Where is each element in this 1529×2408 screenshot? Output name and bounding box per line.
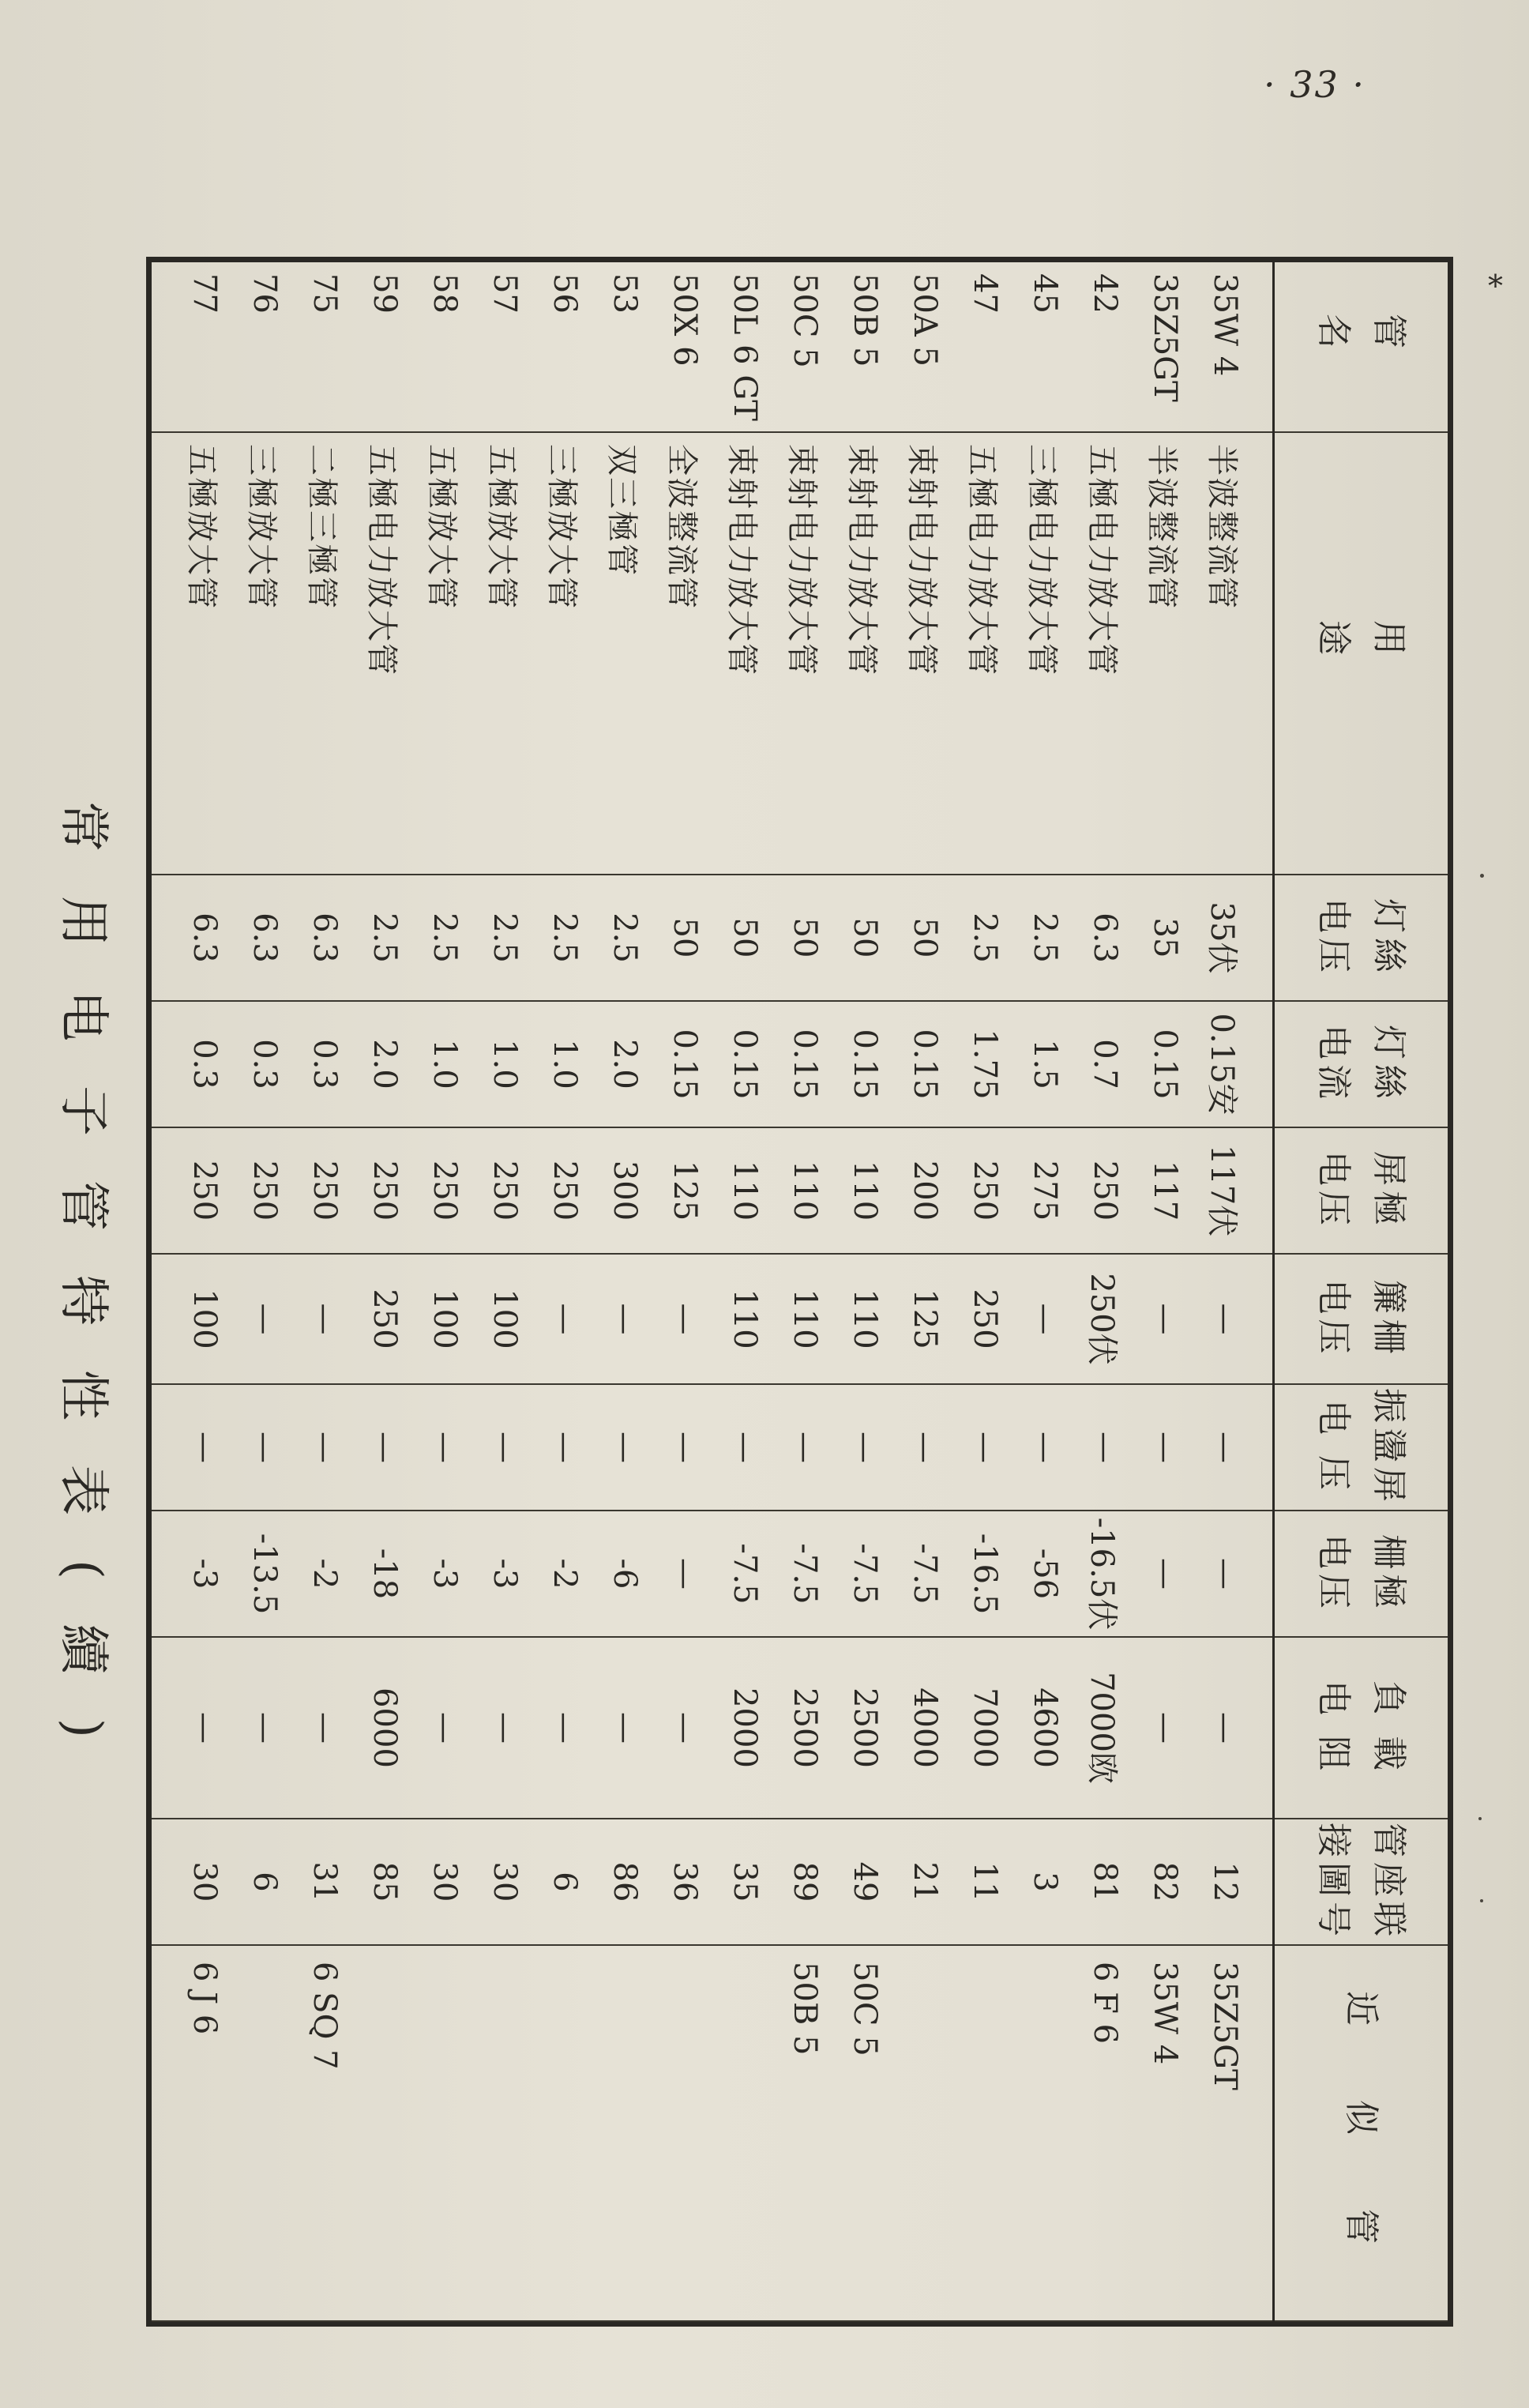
base-diagram-cell: 36: [655, 1819, 715, 1945]
table-row: [1135, 262, 1195, 2321]
osc-plate-voltage-cell: —: [415, 1384, 475, 1511]
similar-tube-cell: [595, 1945, 655, 2321]
similar-tube-cell: 50C 5: [835, 1945, 895, 2321]
similar-tube-cell: 35Z5GT: [1195, 1945, 1274, 2321]
plate-voltage-cell: 275: [1015, 1127, 1075, 1254]
ink-speck: [1478, 1817, 1482, 1820]
screen-voltage-cell: —: [1195, 1254, 1274, 1384]
filament-voltage-cell: 6.3: [1075, 875, 1135, 1001]
load-resistance-cell: —: [1195, 1637, 1274, 1819]
tube-spec-table: [152, 262, 1448, 2322]
load-resistance-cell: —: [1135, 1637, 1195, 1819]
table-row: [175, 262, 235, 2321]
filler-cell: [152, 1945, 175, 2321]
filament-current-cell: 1.0: [535, 1001, 595, 1127]
screen-voltage-cell: 250伏: [1075, 1254, 1135, 1384]
table-row: [295, 262, 355, 2321]
grid-voltage-cell: -7.5: [895, 1511, 955, 1637]
similar-tube-cell: [475, 1945, 535, 2321]
tube-name-cell: 42: [1075, 262, 1135, 432]
filament-voltage-cell: 2.5: [355, 875, 415, 1001]
filament-current-cell: 0.15安: [1195, 1001, 1274, 1127]
osc-plate-voltage-cell: —: [475, 1384, 535, 1511]
load-resistance-cell: —: [535, 1637, 595, 1819]
load-resistance-cell: 7000欧: [1075, 1637, 1135, 1819]
load-resistance-cell: 2500: [775, 1637, 835, 1819]
plate-voltage-cell: 110: [835, 1127, 895, 1254]
use-cell: 五極电力放大管: [1075, 432, 1135, 875]
plate-voltage-cell: 300: [595, 1127, 655, 1254]
base-diagram-cell: 49: [835, 1819, 895, 1945]
filler-cell: [152, 262, 175, 432]
filament-current-cell: 1.0: [415, 1001, 475, 1127]
filler-cell: [152, 1254, 175, 1384]
filament-current-cell: 0.15: [715, 1001, 775, 1127]
screen-voltage-cell: —: [535, 1254, 595, 1384]
plate-voltage-cell: 117伏: [1195, 1127, 1274, 1254]
grid-voltage-cell: -16.5伏: [1075, 1511, 1135, 1637]
tube-name-cell: 35Z5GT: [1135, 262, 1195, 432]
tube-name-cell: 75: [295, 262, 355, 432]
similar-tube-cell: [655, 1945, 715, 2321]
base-diagram-cell: 11: [955, 1819, 1015, 1945]
tube-name-cell: 59: [355, 262, 415, 432]
similar-tube-cell: 6 J 6: [175, 1945, 235, 2321]
load-resistance-cell: —: [595, 1637, 655, 1819]
load-resistance-cell: 6000: [355, 1637, 415, 1819]
load-resistance-cell: —: [235, 1637, 295, 1819]
grid-voltage-cell: -18: [355, 1511, 415, 1637]
plate-voltage-cell: 110: [775, 1127, 835, 1254]
table-row: [655, 262, 715, 2321]
base-diagram-cell: 6: [535, 1819, 595, 1945]
load-resistance-cell: 4600: [1015, 1637, 1075, 1819]
use-cell: 半波整流管: [1135, 432, 1195, 875]
tube-name-cell: 57: [475, 262, 535, 432]
tube-name-cell: 47: [955, 262, 1015, 432]
load-resistance-cell: 4000: [895, 1637, 955, 1819]
filament-current-cell: 0.7: [1075, 1001, 1135, 1127]
use-cell: 束射电力放大管: [775, 432, 835, 875]
use-cell: 五極放大管: [475, 432, 535, 875]
filament-current-cell: 0.3: [295, 1001, 355, 1127]
grid-voltage-cell: -7.5: [835, 1511, 895, 1637]
tube-name-cell: 76: [235, 262, 295, 432]
filament-current-cell: 0.3: [175, 1001, 235, 1127]
plate-voltage-cell: 250: [1075, 1127, 1135, 1254]
plate-voltage-cell: 250: [415, 1127, 475, 1254]
table-row: [1195, 262, 1274, 2321]
filament-current-cell: 0.15: [655, 1001, 715, 1127]
grid-voltage-cell: -13.5: [235, 1511, 295, 1637]
osc-plate-voltage-cell: —: [1015, 1384, 1075, 1511]
filler-cell: [152, 1001, 175, 1127]
page-number: · 33 ·: [1264, 63, 1366, 106]
screen-voltage-cell: 110: [715, 1254, 775, 1384]
load-resistance-cell: 2500: [835, 1637, 895, 1819]
use-cell: 束射电力放大管: [715, 432, 775, 875]
screen-voltage-cell: 110: [835, 1254, 895, 1384]
grid-voltage-cell: -7.5: [775, 1511, 835, 1637]
base-diagram-cell: 12: [1195, 1819, 1274, 1945]
header-grid-voltage: 柵極 电压: [1273, 1511, 1448, 1637]
filament-current-cell: 0.15: [895, 1001, 955, 1127]
filament-voltage-cell: 35伏: [1195, 875, 1274, 1001]
screen-voltage-cell: —: [595, 1254, 655, 1384]
header-row: [1273, 262, 1448, 2321]
header-filament-voltage: 灯絲 电压: [1273, 875, 1448, 1001]
header-filament-current: 灯絲 电流: [1273, 1001, 1448, 1127]
osc-plate-voltage-cell: —: [595, 1384, 655, 1511]
filler-cell: [152, 432, 175, 875]
osc-plate-voltage-cell: —: [835, 1384, 895, 1511]
table-filler-row: [152, 262, 175, 2321]
osc-plate-voltage-cell: —: [775, 1384, 835, 1511]
table-row: [715, 262, 775, 2321]
table-row: [1075, 262, 1135, 2321]
base-diagram-cell: 30: [475, 1819, 535, 1945]
base-diagram-cell: 86: [595, 1819, 655, 1945]
filament-current-cell: 2.0: [355, 1001, 415, 1127]
osc-plate-voltage-cell: —: [895, 1384, 955, 1511]
filament-voltage-cell: 2.5: [535, 875, 595, 1001]
table-row: [415, 262, 475, 2321]
base-diagram-cell: 21: [895, 1819, 955, 1945]
load-resistance-cell: —: [475, 1637, 535, 1819]
plate-voltage-cell: 250: [175, 1127, 235, 1254]
tube-name-cell: 56: [535, 262, 595, 432]
table-title: 常用电子管特性表(續): [54, 801, 112, 1782]
base-diagram-cell: 81: [1075, 1819, 1135, 1945]
ink-speck: [1480, 874, 1484, 878]
filament-voltage-cell: 50: [715, 875, 775, 1001]
screen-voltage-cell: 110: [775, 1254, 835, 1384]
filament-voltage-cell: 50: [655, 875, 715, 1001]
use-cell: 半波整流管: [1195, 432, 1274, 875]
plate-voltage-cell: 117: [1135, 1127, 1195, 1254]
similar-tube-cell: [355, 1945, 415, 2321]
table-row: [955, 262, 1015, 2321]
tube-name-cell: 50L 6 GT: [715, 262, 775, 432]
osc-plate-voltage-cell: —: [1195, 1384, 1274, 1511]
similar-tube-cell: [535, 1945, 595, 2321]
filament-voltage-cell: 2.5: [1015, 875, 1075, 1001]
table-row: [895, 262, 955, 2321]
table-row: [535, 262, 595, 2321]
grid-voltage-cell: -3: [475, 1511, 535, 1637]
screen-voltage-cell: 250: [355, 1254, 415, 1384]
header-tube-name: 管 名: [1273, 262, 1448, 432]
table-row: [775, 262, 835, 2321]
screen-voltage-cell: —: [235, 1254, 295, 1384]
filament-current-cell: 0.15: [1135, 1001, 1195, 1127]
header-screen-voltage: 簾柵 电压: [1273, 1254, 1448, 1384]
screen-voltage-cell: 100: [475, 1254, 535, 1384]
table-row: [235, 262, 295, 2321]
filament-voltage-cell: 35: [1135, 875, 1195, 1001]
osc-plate-voltage-cell: —: [355, 1384, 415, 1511]
screen-voltage-cell: —: [1015, 1254, 1075, 1384]
header-use: 用 途: [1273, 432, 1448, 875]
similar-tube-cell: [1015, 1945, 1075, 2321]
grid-voltage-cell: -7.5: [715, 1511, 775, 1637]
similar-tube-cell: 50B 5: [775, 1945, 835, 2321]
table-row: [835, 262, 895, 2321]
tube-name-cell: 35W 4: [1195, 262, 1274, 432]
grid-voltage-cell: -2: [295, 1511, 355, 1637]
table-row: [595, 262, 655, 2321]
asterisk-mark: *: [1488, 269, 1503, 303]
osc-plate-voltage-cell: —: [715, 1384, 775, 1511]
tube-name-cell: 45: [1015, 262, 1075, 432]
use-cell: 全波整流管: [655, 432, 715, 875]
screen-voltage-cell: —: [295, 1254, 355, 1384]
filament-current-cell: 1.75: [955, 1001, 1015, 1127]
ink-speck: [1480, 1899, 1483, 1902]
tube-name-cell: 50X 6: [655, 262, 715, 432]
use-cell: 束射电力放大管: [895, 432, 955, 875]
base-diagram-cell: 30: [415, 1819, 475, 1945]
table-row: [1015, 262, 1075, 2321]
grid-voltage-cell: -3: [415, 1511, 475, 1637]
osc-plate-voltage-cell: —: [235, 1384, 295, 1511]
grid-voltage-cell: —: [655, 1511, 715, 1637]
plate-voltage-cell: 250: [295, 1127, 355, 1254]
filament-voltage-cell: 50: [835, 875, 895, 1001]
plate-voltage-cell: 250: [955, 1127, 1015, 1254]
base-diagram-cell: 6: [235, 1819, 295, 1945]
base-diagram-cell: 30: [175, 1819, 235, 1945]
filament-voltage-cell: 2.5: [955, 875, 1015, 1001]
filler-cell: [152, 1819, 175, 1945]
similar-tube-cell: 35W 4: [1135, 1945, 1195, 2321]
similar-tube-cell: [895, 1945, 955, 2321]
header-load-resistance: 負 載 电 阻: [1273, 1637, 1448, 1819]
use-cell: 五極放大管: [415, 432, 475, 875]
table-row: [355, 262, 415, 2321]
filament-voltage-cell: 50: [775, 875, 835, 1001]
filament-current-cell: 1.0: [475, 1001, 535, 1127]
plate-voltage-cell: 250: [355, 1127, 415, 1254]
base-diagram-cell: 3: [1015, 1819, 1075, 1945]
plate-voltage-cell: 200: [895, 1127, 955, 1254]
filler-cell: [152, 1127, 175, 1254]
grid-voltage-cell: —: [1135, 1511, 1195, 1637]
use-cell: 三極电力放大管: [1015, 432, 1075, 875]
header-base-diagram: 管座联 接圖号: [1273, 1819, 1448, 1945]
load-resistance-cell: —: [415, 1637, 475, 1819]
osc-plate-voltage-cell: —: [1075, 1384, 1135, 1511]
tube-name-cell: 58: [415, 262, 475, 432]
filler-cell: [152, 1511, 175, 1637]
filament-voltage-cell: 2.5: [475, 875, 535, 1001]
osc-plate-voltage-cell: —: [1135, 1384, 1195, 1511]
use-cell: 二極三極管: [295, 432, 355, 875]
load-resistance-cell: —: [295, 1637, 355, 1819]
similar-tube-cell: 6 SQ 7: [295, 1945, 355, 2321]
load-resistance-cell: —: [175, 1637, 235, 1819]
load-resistance-cell: —: [655, 1637, 715, 1819]
filament-current-cell: 0.3: [235, 1001, 295, 1127]
header-plate-voltage: 屏極 电压: [1273, 1127, 1448, 1254]
similar-tube-cell: 6 F 6: [1075, 1945, 1135, 2321]
screen-voltage-cell: 100: [415, 1254, 475, 1384]
tube-name-cell: 53: [595, 262, 655, 432]
osc-plate-voltage-cell: —: [175, 1384, 235, 1511]
tube-name-cell: 77: [175, 262, 235, 432]
filament-voltage-cell: 50: [895, 875, 955, 1001]
plate-voltage-cell: 250: [235, 1127, 295, 1254]
osc-plate-voltage-cell: —: [295, 1384, 355, 1511]
osc-plate-voltage-cell: —: [655, 1384, 715, 1511]
tube-name-cell: 50B 5: [835, 262, 895, 432]
grid-voltage-cell: -3: [175, 1511, 235, 1637]
osc-plate-voltage-cell: —: [955, 1384, 1015, 1511]
screen-voltage-cell: 250: [955, 1254, 1015, 1384]
use-cell: 三極放大管: [535, 432, 595, 875]
load-resistance-cell: 2000: [715, 1637, 775, 1819]
base-diagram-cell: 31: [295, 1819, 355, 1945]
plate-voltage-cell: 250: [475, 1127, 535, 1254]
grid-voltage-cell: -2: [535, 1511, 595, 1637]
base-diagram-cell: 85: [355, 1819, 415, 1945]
filament-current-cell: 1.5: [1015, 1001, 1075, 1127]
grid-voltage-cell: -6: [595, 1511, 655, 1637]
use-cell: 双三極管: [595, 432, 655, 875]
use-cell: 五極放大管: [175, 432, 235, 875]
filler-cell: [152, 1384, 175, 1511]
filament-voltage-cell: 6.3: [175, 875, 235, 1001]
grid-voltage-cell: -56: [1015, 1511, 1075, 1637]
header-similar-tube: 近 似 管: [1273, 1945, 1448, 2321]
screen-voltage-cell: 100: [175, 1254, 235, 1384]
osc-plate-voltage-cell: —: [535, 1384, 595, 1511]
table-row: [475, 262, 535, 2321]
filament-voltage-cell: 6.3: [295, 875, 355, 1001]
plate-voltage-cell: 125: [655, 1127, 715, 1254]
similar-tube-cell: [955, 1945, 1015, 2321]
base-diagram-cell: 82: [1135, 1819, 1195, 1945]
filament-current-cell: 2.0: [595, 1001, 655, 1127]
filament-current-cell: 0.15: [835, 1001, 895, 1127]
filament-current-cell: 0.15: [775, 1001, 835, 1127]
use-cell: 束射电力放大管: [835, 432, 895, 875]
screen-voltage-cell: 125: [895, 1254, 955, 1384]
similar-tube-cell: [235, 1945, 295, 2321]
load-resistance-cell: 7000: [955, 1637, 1015, 1819]
filler-cell: [152, 875, 175, 1001]
header-osc-plate-voltage: 振盪屏 电 压: [1273, 1384, 1448, 1511]
use-cell: 五極电力放大管: [955, 432, 1015, 875]
filler-cell: [152, 1637, 175, 1819]
plate-voltage-cell: 250: [535, 1127, 595, 1254]
grid-voltage-cell: -16.5: [955, 1511, 1015, 1637]
base-diagram-cell: 35: [715, 1819, 775, 1945]
similar-tube-cell: [715, 1945, 775, 2321]
tube-name-cell: 50A 5: [895, 262, 955, 432]
screen-voltage-cell: —: [655, 1254, 715, 1384]
similar-tube-cell: [415, 1945, 475, 2321]
grid-voltage-cell: —: [1195, 1511, 1274, 1637]
filament-voltage-cell: 2.5: [595, 875, 655, 1001]
base-diagram-cell: 89: [775, 1819, 835, 1945]
filament-voltage-cell: 2.5: [415, 875, 475, 1001]
use-cell: 五極电力放大管: [355, 432, 415, 875]
filament-voltage-cell: 6.3: [235, 875, 295, 1001]
use-cell: 三極放大管: [235, 432, 295, 875]
rotated-table-block: [54, 257, 1453, 2327]
screen-voltage-cell: —: [1135, 1254, 1195, 1384]
plate-voltage-cell: 110: [715, 1127, 775, 1254]
tube-name-cell: 50C 5: [775, 262, 835, 432]
